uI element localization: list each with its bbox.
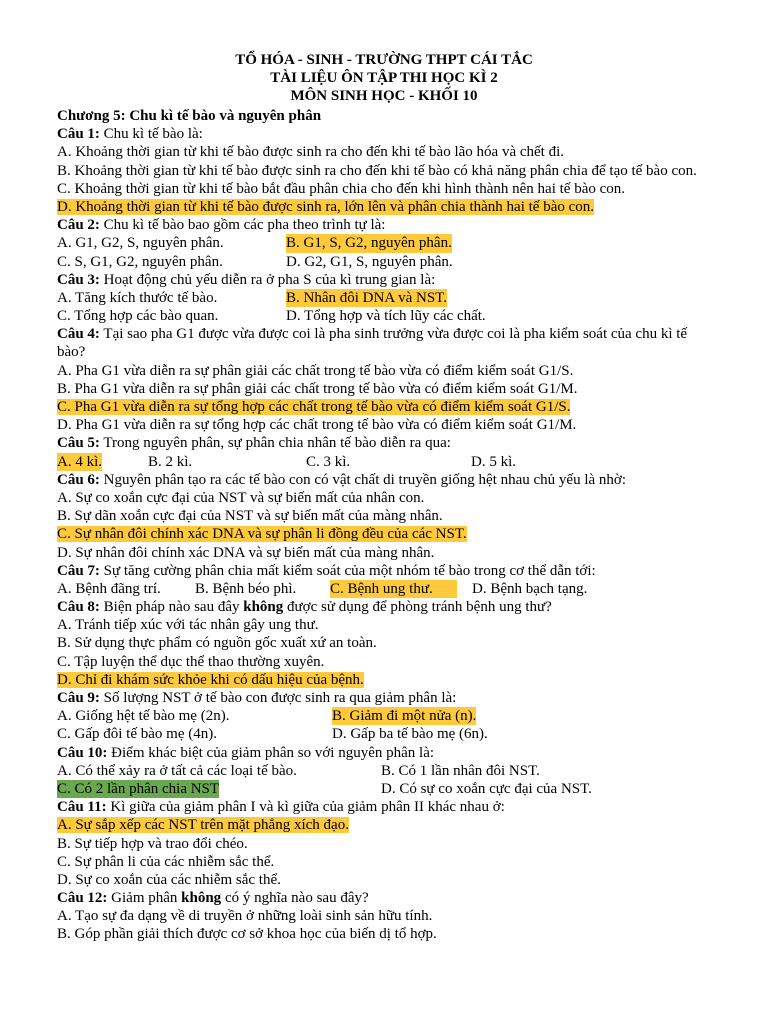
question-text: Giảm phân — [107, 890, 182, 907]
correct-answer: B. Giảm đi một nửa (n). — [332, 708, 477, 725]
answer-3a: A. Tăng kích thước tế bào. — [57, 289, 218, 306]
answer-1d — [57, 198, 717, 216]
answer-4b: B. Pha G1 vừa diễn ra sự phân giải các chất trong tế bào vừa có điểm kiểm soát G1/M. — [57, 380, 578, 397]
question-text: Biện pháp nào sau đây — [99, 599, 244, 616]
correct-answer: D. Khoảng thời gian từ khi tế bào được sinh ra, lớn lên và phân chia thành hai tế bào con. — [57, 198, 595, 215]
answer-2a: A. G1, G2, S, nguyên phân. — [57, 235, 224, 252]
question-text: Hoạt động chủ yếu diễn ra ở pha S của kì trung gian là: — [99, 271, 436, 288]
question-text: Sự tăng cường phân chia mất kiểm soát của một nhóm tế bào trong cơ thể dẫn tới: — [99, 562, 596, 579]
question-text: Tại sao pha G1 được vừa được coi là pha sinh trưởng vừa được coi là pha kiểm soát của chu kì tế bào? — [57, 326, 688, 361]
answer-row — [57, 307, 717, 325]
question-label: Câu 3: — [57, 271, 100, 288]
answer-row — [57, 253, 717, 271]
question-1 — [57, 125, 717, 143]
question-label: Câu 2: — [57, 217, 100, 234]
correct-answer: C. Pha G1 vừa diễn ra sự tổng hợp các chất trong tế bào vừa có điểm kiểm soát G1/S. — [57, 399, 571, 416]
question-label: Câu 7: — [57, 562, 100, 579]
answer-7d: D. Bệnh bạch tạng. — [472, 580, 588, 597]
correct-answer: C. Bệnh ung thư. — [330, 580, 457, 598]
chapter-title: Chương 5: Chu kì tế bào và nguyên phân — [57, 108, 322, 124]
answer-4c — [57, 398, 717, 416]
question-12 — [57, 889, 717, 907]
question-label: Câu 8: — [57, 599, 100, 616]
correct-answer: D. Chỉ đi khám sức khỏe khi có dấu hiệu của bệnh. — [57, 671, 364, 688]
question-text: có ý nghĩa nào sau đây? — [221, 890, 369, 907]
question-text: Chu kì tế bào là: — [99, 126, 203, 143]
answer-9a: A. Giống hệt tế bào mẹ (2n). — [57, 708, 230, 725]
answer-1b: B. Khoảng thời gian từ khi tế bào được sinh ra cho đến khi tế bào có khả năng phân chia để tạo tế bào con. — [57, 162, 697, 179]
answer-1a: A. Khoảng thời gian từ khi tế bào được sinh ra cho đến khi tế bào lão hóa và chết đi. — [57, 144, 564, 161]
document-header — [0, 0, 768, 105]
answer-3c: C. Tổng hợp các bào quan. — [57, 308, 219, 325]
question-text: Số lượng NST ở tế bào con được sinh ra qua giảm phân là: — [99, 690, 457, 707]
header-school: TỔ HÓA - SINH - TRƯỜNG THPT CÁI TẮC — [235, 52, 533, 68]
answer-7b: B. Bệnh béo phì. — [195, 580, 297, 597]
question-7 — [57, 562, 717, 580]
question-label: Câu 6: — [57, 471, 100, 488]
answer-9d: D. Gấp ba tế bào mẹ (6n). — [332, 726, 488, 743]
question-text: Nguyên phân tạo ra các tế bào con có vật chất di truyền giống hệt nhau chủ yếu là nhờ: — [99, 471, 627, 488]
answer-6c — [57, 525, 717, 543]
question-text: Kì giữa của giảm phân I và kì giữa của giảm phân II khác nhau ở: — [106, 799, 505, 816]
question-label: Câu 1: — [57, 126, 100, 143]
answer-4a: A. Pha G1 vừa diễn ra sự phân giải các chất trong tế bào vừa có điểm kiểm soát G1/S. — [57, 362, 574, 379]
question-label: Câu 9: — [57, 690, 100, 707]
question-label: Câu 11: — [57, 799, 107, 816]
answer-row — [57, 725, 717, 743]
answer-row — [57, 780, 717, 798]
question-3 — [57, 271, 717, 289]
answer-3d: D. Tổng hợp và tích lũy các chất. — [286, 308, 486, 325]
answer-2d: D. G2, G1, S, nguyên phân. — [286, 253, 453, 270]
correct-answer: C. Sự nhân đôi chính xác DNA và sự phân li đồng đều của các NST. — [57, 526, 467, 543]
answer-11b: B. Sự tiếp hợp và trao đổi chéo. — [57, 835, 248, 852]
answer-7a: A. Bệnh đãng trí. — [57, 580, 161, 597]
answer-row — [57, 234, 717, 252]
answer-1c: C. Khoảng thời gian từ khi tế bào bắt đầu phân chia cho đến khi hình thành nên hai tế bào con. — [57, 180, 626, 197]
question-emphasis: không — [181, 890, 222, 907]
question-8 — [57, 598, 717, 616]
correct-answer: A. Sự sắp xếp các NST trên mặt phẳng xích đạo. — [57, 817, 349, 834]
question-list — [57, 107, 717, 944]
answer-row — [57, 453, 717, 471]
question-label: Câu 5: — [57, 435, 100, 452]
correct-answer: C. Có 2 lần phân chia NST — [57, 780, 220, 797]
answer-2c: C. S, G1, G2, nguyên phân. — [57, 253, 223, 270]
answer-row — [57, 580, 717, 598]
answer-12b: B. Góp phần giải thích được cơ sở khoa học của biến dị tổ hợp. — [57, 926, 437, 943]
answer-10b: B. Có 1 lần nhân đôi NST. — [381, 762, 540, 779]
answer-6b: B. Sự dãn xoắn cực đại của NST và sự biến mất của màng nhân. — [57, 508, 443, 525]
answer-row — [57, 289, 717, 307]
answer-6a: A. Sự co xoắn cực đại của NST và sự biến mất của nhân con. — [57, 489, 425, 506]
answer-11c: C. Sự phân li của các nhiễm sắc thể. — [57, 853, 275, 870]
question-2 — [57, 216, 717, 234]
correct-answer: A. 4 kì. — [57, 453, 102, 470]
answer-8a: A. Tránh tiếp xúc với tác nhân gây ung thư. — [57, 617, 319, 634]
answer-10d: D. Có sự co xoắn cực đại của NST. — [381, 780, 592, 797]
header-title: TÀI LIỆU ÔN TẬP THI HỌC KÌ 2 — [270, 70, 498, 86]
answer-4d: D. Pha G1 vừa diễn ra sự tổng hợp các chất trong tế bào vừa có điểm kiểm soát G1/M. — [57, 417, 577, 434]
question-4 — [57, 325, 717, 361]
answer-11a — [57, 816, 717, 834]
answer-9c: C. Gấp đôi tế bào mẹ (4n). — [57, 726, 217, 743]
question-5 — [57, 434, 717, 452]
question-6 — [57, 471, 717, 489]
question-emphasis: không — [243, 599, 284, 616]
answer-8b: B. Sử dụng thực phẩm có nguồn gốc xuất xứ an toàn. — [57, 635, 377, 652]
question-10 — [57, 744, 717, 762]
question-label: Câu 4: — [57, 326, 100, 343]
correct-answer: B. G1, S, G2, nguyên phân. — [286, 235, 452, 252]
answer-5d: D. 5 kì. — [471, 453, 516, 470]
header-subject: MÔN SINH HỌC - KHỐI 10 — [290, 88, 478, 104]
answer-10a: A. Có thể xảy ra ở tất cả các loại tế bào. — [57, 762, 297, 779]
question-label: Câu 10: — [57, 744, 108, 761]
answer-5b: B. 2 kì. — [148, 453, 193, 470]
answer-11d: D. Sự co xoắn của các nhiễm sắc thể. — [57, 871, 281, 888]
answer-row — [57, 762, 717, 780]
answer-5c: C. 3 kì. — [306, 453, 351, 470]
answer-8d — [57, 671, 717, 689]
question-11 — [57, 798, 717, 816]
answer-12a: A. Tạo sự đa dạng về di truyền ở những loài sinh sản hữu tính. — [57, 908, 433, 925]
question-text: Trong nguyên phân, sự phân chia nhân tế bào diễn ra qua: — [99, 435, 451, 452]
question-9 — [57, 689, 717, 707]
correct-answer: B. Nhân đôi DNA và NST. — [286, 289, 447, 306]
question-text: được sử dụng để phòng tránh bệnh ung thư? — [283, 599, 552, 616]
answer-row — [57, 707, 717, 725]
answer-8c: C. Tập luyện thể dục thể thao thường xuyên. — [57, 653, 325, 670]
question-text: Chu kì tế bào bao gồm các pha theo trình tự là: — [99, 217, 386, 234]
question-label: Câu 12: — [57, 890, 108, 907]
question-text: Điểm khác biệt của giảm phân so với nguyên phân là: — [107, 744, 435, 761]
answer-6d: D. Sự nhân đôi chính xác DNA và sự biến mất của màng nhân. — [57, 544, 435, 561]
